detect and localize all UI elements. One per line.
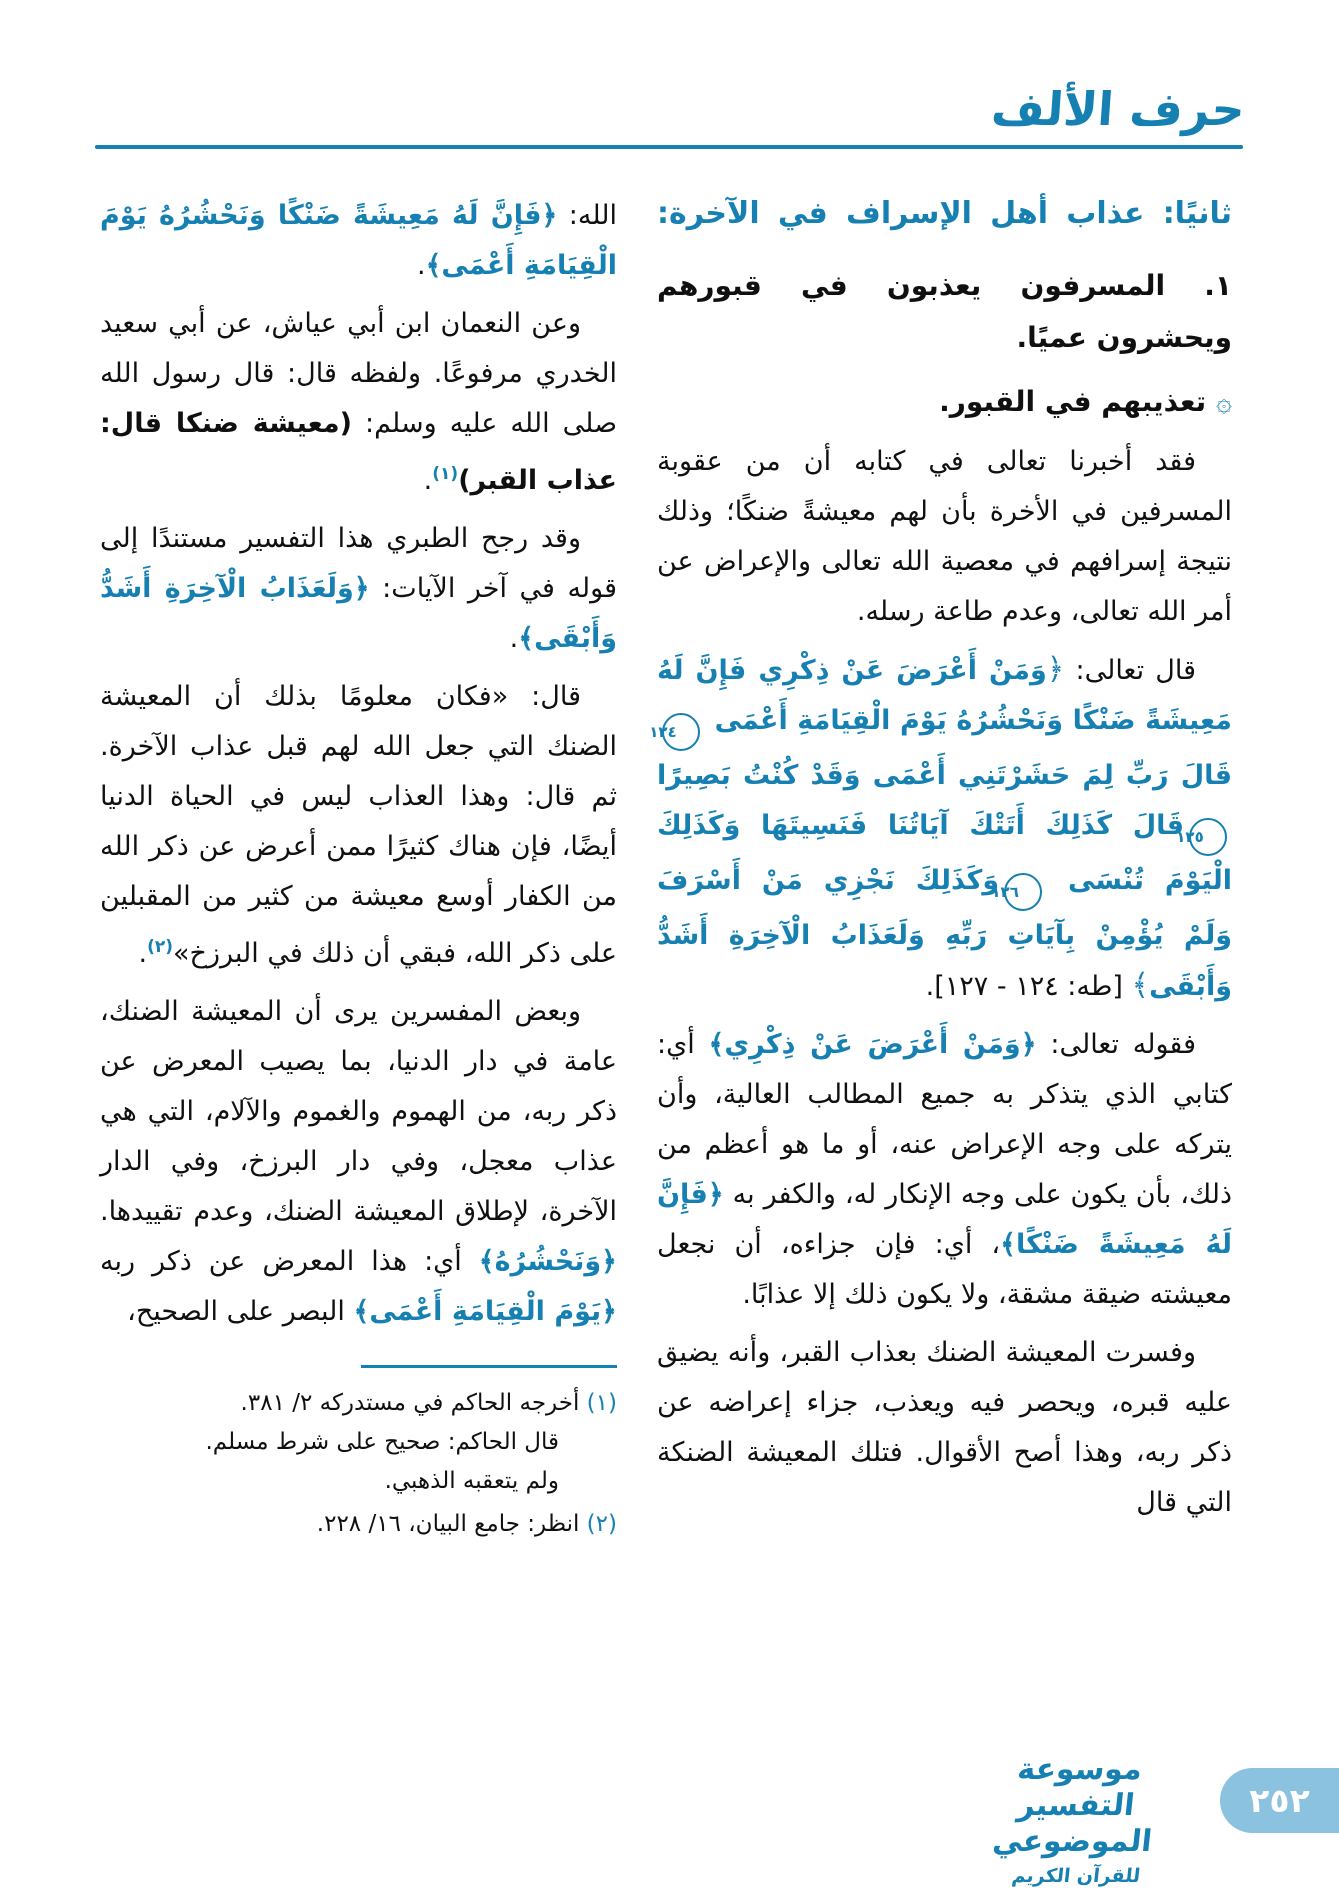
rosette-icon: ۞ [1216,386,1232,418]
subheading-text: تعذيبهم في القبور. [939,384,1207,418]
fq-prefix: فقوله تعالى: [1036,1028,1196,1060]
paragraph: فقد أخبرنا تعالى في كتابه أن من عقوبة المسرفين في الأخرة بأن لهم معيشةً ضنكًا؛ وذلك نتيجة إسرافهم في معصية الله تعالى والإعراض عن أمر الله تعالى، وعدم طاعة رسله. [657,445,1232,627]
verse-segment: وَمَنْ أَعْرَضَ عَنْ ذِكْرِي فَإِنَّ لَهُ مَعِيشَةً ضَنْكًا وَنَحْشُرُهُ يَوْمَ الْقِيَامَةِ أَعْمَى [657,654,1232,736]
sentence-end: . [138,937,148,969]
quotation-paragraph [100,672,617,979]
verse-paragraph [649,645,1232,1012]
quran-quote: ﴿فَإِنَّ لَهُ مَعِيشَةً ضَنْكًا﴾ [657,1178,1232,1260]
footnote-line: انظر: جامع البيان، ١٦/ ٢٢٨. [316,1510,580,1537]
commentary-paragraph [657,1020,1232,1320]
page-number: ٢٥٢ [1249,1781,1310,1820]
ayah-number-badge: ١٢٤ [662,713,700,751]
logo-title: موسوعة التفسير الموضوعي [990,1752,1154,1859]
tabari-paragraph [100,514,617,664]
page-number-badge [1220,1768,1339,1833]
commentary-text: ، أي: فإن جزاءه، أن نجعل معيشته ضيقة مشقة، ولا يكون ذلك إلا عذابًا. [657,1228,1232,1310]
quran-quote: ﴿فَإِنَّ لَهُ مَعِيشَةً ضَنْكًا وَنَحْشُرُهُ يَوْمَ الْقِيَامَةِ أَعْمَى﴾ [100,199,617,281]
quran-quote: ﴿يَوْمَ الْقِيَامَةِ أَعْمَى﴾ [353,1295,617,1327]
quran-quote: ﴿وَلَعَذَابُ الْآخِرَةِ أَشَدُّ وَأَبْقَى﴾ [100,572,617,654]
sentence-end: . [416,249,426,281]
verse-segment: قَالَ كَذَلِكَ أَتَتْكَ آيَاتُنَا فَنَسِيتَهَا وَكَذَلِكَ الْيَوْمَ تُنْسَى [657,809,1232,896]
commentary-text: أي: هذا المعرض عن ذكر ربه [100,1245,479,1277]
section-heading: ثانيًا: عذاب أهل الإسراف في الآخرة: [657,195,1232,231]
page-header [0,0,1339,149]
ayah-number-badge: ١٢٦ [1004,873,1042,911]
footnote-reference-2: (٢) [147,936,174,957]
footnote-line: ولم يتعقبه الذهبي. [384,1467,559,1494]
verse-segment: قَالَ رَبِّ لِمَ حَشَرْتَنِي أَعْمَى وَقَدْ كُنْتُ بَصِيرًا [657,759,1232,791]
logo-subtitle: للقرآن الكريم [1010,1865,1142,1887]
footnote-reference-1: (١) [432,463,459,484]
commentary-text: وبعض المفسرين يرى أن المعيشة الضنك، عامة في دار الدنيا، بما يصيب المعرض عن ذكر ربه، من الهموم والغموم والآلام، التي هي عذاب معجل، وفي دار البرزخ، وفي الدار الآخرة، لإطلاق المعيشة الضنك، وعدم تقييدها. [100,995,617,1227]
hadith-text: (معيشة ضنكا قال: عذاب القبر) [100,407,617,496]
paragraph: وفسرت المعيشة الضنك بعذاب القبر، وأنه يضيق عليه قبره، ويحصر فيه ويعذب، جزاء إعراضه عن ذكر ربه، وهذا أصح الأقوال. فتلك المعيشة الضنكة التي قال [657,1336,1232,1518]
interpretation-paragraph [100,987,617,1337]
footnote-line: أخرجه الحاكم في مستدركه ٢/ ٣٨١. [240,1389,580,1416]
quran-quote: ﴿وَمَنْ أَعْرَضَ عَنْ ذِكْرِي﴾ [708,1028,1037,1060]
footnotes [100,1365,617,1544]
footnote-separator [361,1365,617,1368]
ayah-number-badge: ١٢٥ [1189,818,1227,856]
footnote-2 [100,1505,617,1544]
footnote-line: قال الحاكم: صحيح على شرط مسلم. [205,1428,559,1455]
continuation-verse-paragraph [100,191,617,291]
sentence-end: . [509,622,519,654]
lead-word: الله: [557,199,618,231]
verse-open-bracket: ﴿ [1046,651,1065,687]
column-right [649,191,1232,1536]
hadith-isnad: وعن النعمان ابن أبي عياش، عن أبي سعيد الخدري مرفوعًا. ولفظه قال: قال رسول الله صلى الله عليه وسلم: [100,307,617,439]
numbered-point: ١. المسرفون يعذبون في قبورهم ويحشرون عميًا. [657,268,1232,354]
qala-prefix: قال تعالى: [1064,654,1197,686]
sentence-end: . [423,464,433,496]
quran-quote: ﴿وَنَحْشُرُهُ﴾ [478,1245,617,1277]
verse-segment: وَكَذَلِكَ نَجْزِي مَنْ أَسْرَفَ وَلَمْ يُؤْمِنْ بِآيَاتِ رَبِّهِ وَلَعَذَابُ الْآخِرَةِ أَشَدُّ وَأَبْقَى [657,864,1232,1002]
two-column-body [0,149,1339,1548]
hadith-paragraph [100,299,617,506]
column-left [100,191,617,1548]
quran-verse-taha [649,651,1232,1003]
footnote-marker: (٢) [586,1510,617,1537]
commentary-text: وقد رجح الطبري هذا التفسير مستندًا إلى قوله في آخر الآيات: [100,522,617,604]
verse-close-bracket: ﴾ [1131,967,1150,1003]
verse-reference: [طه: ١٢٤ - ١٢٧]. [925,970,1132,1002]
quotation-text: قال: «فكان معلومًا بذلك أن المعيشة الضنك التي جعل الله لهم قبل عذاب الآخرة. ثم قال: وهذا العذاب ليس في الحياة الدنيا أيضًا، فإن هناك كثيرًا ممن أعرض عن ذكر الله من الكفار أوسع معيشة من كثير من المقبلين على ذكر الله، فبقي أن ذلك في البرزخ» [100,680,617,969]
subheading-row [657,378,1232,427]
commentary-text: أي: كتابي الذي يتذكر به جميع المطالب العالية، وأن يتركه على وجه الإعراض عنه، أو ما هو أعظم من ذلك، بأن يكون على وجه الإنكار له، والكفر به [657,1028,1232,1210]
footnote-1 [100,1384,617,1501]
commentary-text: البصر على الصحيح، [127,1295,354,1327]
encyclopedia-logo [969,1752,1183,1887]
chapter-title: حرف الألف [989,82,1247,136]
footnote-marker: (١) [586,1389,617,1416]
